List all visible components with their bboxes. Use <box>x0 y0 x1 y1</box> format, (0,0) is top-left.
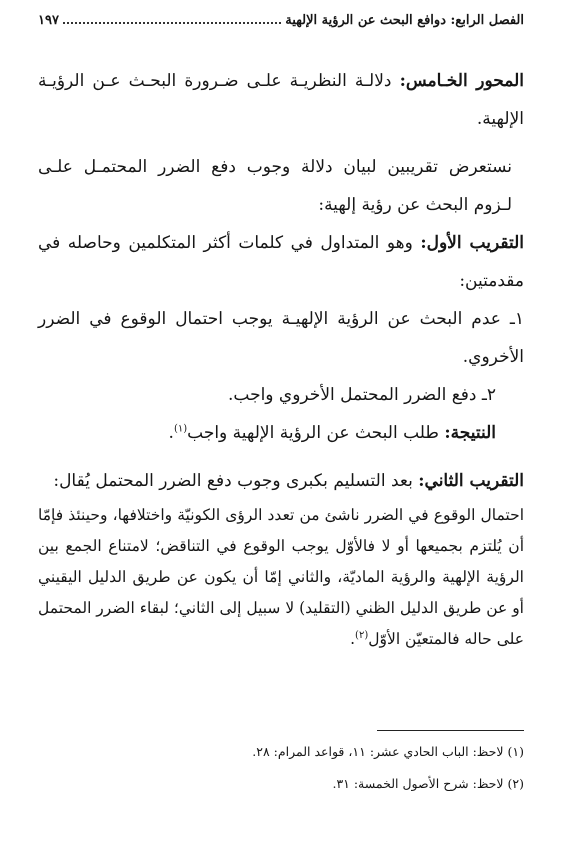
first-approach-heading: التقريب الأول: <box>420 233 524 253</box>
result-text: طلب البحث عن الرؤية الإلهية واجب <box>187 423 439 443</box>
argument-quote <box>38 500 524 655</box>
result-end: . <box>168 423 174 443</box>
premise-one: ١ـ عدم البحث عن الرؤية الإلهيـة يوجب احتمال الوقوع في الضرر الأخروي. <box>38 309 524 367</box>
quote-text: احتمال الوقوع في الضرر ناشئ من تعدد الرؤى الكونيّة واختلافها، وحينئذ فإمّا أن يُلتزم بجميعها أو لا فالأوّل يوجب الوقوع في التناقض؛ لامتناع الجمع بين الرؤية الإلهية والرؤية الماديّة، والثاني إمّا أن يكون عن طريق الدليل اليقيني أو عن طريق الدليل الظني (التقليد) لا سبيل إلى الثاني؛ لبقاء الضرر المحتمل على حاله فالمتعيّن الأوّل <box>38 506 524 648</box>
result-paragraph <box>38 414 524 452</box>
second-approach-paragraph <box>38 462 524 500</box>
page-body <box>38 62 524 655</box>
result-heading: النتيجة: <box>444 423 496 443</box>
footnote-1: (١) لاحظ: الباب الحادي عشر: ١١، قواعد المرام: ٢٨. <box>252 744 524 759</box>
page-number: ١٩٧ <box>38 12 59 28</box>
first-approach-paragraph <box>38 224 524 300</box>
quote-end: . <box>350 630 356 648</box>
footnote-separator <box>377 730 524 731</box>
axis-heading: المحور الخـامس: <box>399 71 524 91</box>
premise-two: ٢ـ دفع الضرر المحتمل الأخروي واجب. <box>227 385 496 405</box>
axis-text: دلالـة النظريـة علـى ضـرورة البحـث عـن الرؤيـة الإلهية. <box>38 71 524 129</box>
first-approach-text: وهو المتداول في كلمات أكثر المتكلمين وحاصله في مقدمتين: <box>38 233 524 291</box>
footnote-ref-2: (٢) <box>355 629 369 641</box>
footnote-ref-1: (١) <box>173 423 188 435</box>
second-approach-heading: التقريب الثاني: <box>418 471 524 491</box>
footnotes <box>60 739 524 803</box>
second-approach-text: بعد التسليم بكبرى وجوب دفع الضرر المحتمل يُقال: <box>53 471 413 491</box>
chapter-title: الفصل الرابع: دوافع البحث عن الرؤية الإلهية <box>285 12 524 28</box>
header-dotted-leader <box>63 22 281 24</box>
intro-paragraph: نستعرض تقريبين لبيان دلالة وجوب دفع الضرر المحتمـل علـى لـزوم البحث عن رؤية إلهية: <box>38 157 512 215</box>
footnote-2: (٢) لاحظ: شرح الأصول الخمسة: ٣١. <box>332 776 524 791</box>
running-header <box>38 9 524 31</box>
axis-paragraph <box>38 62 524 138</box>
